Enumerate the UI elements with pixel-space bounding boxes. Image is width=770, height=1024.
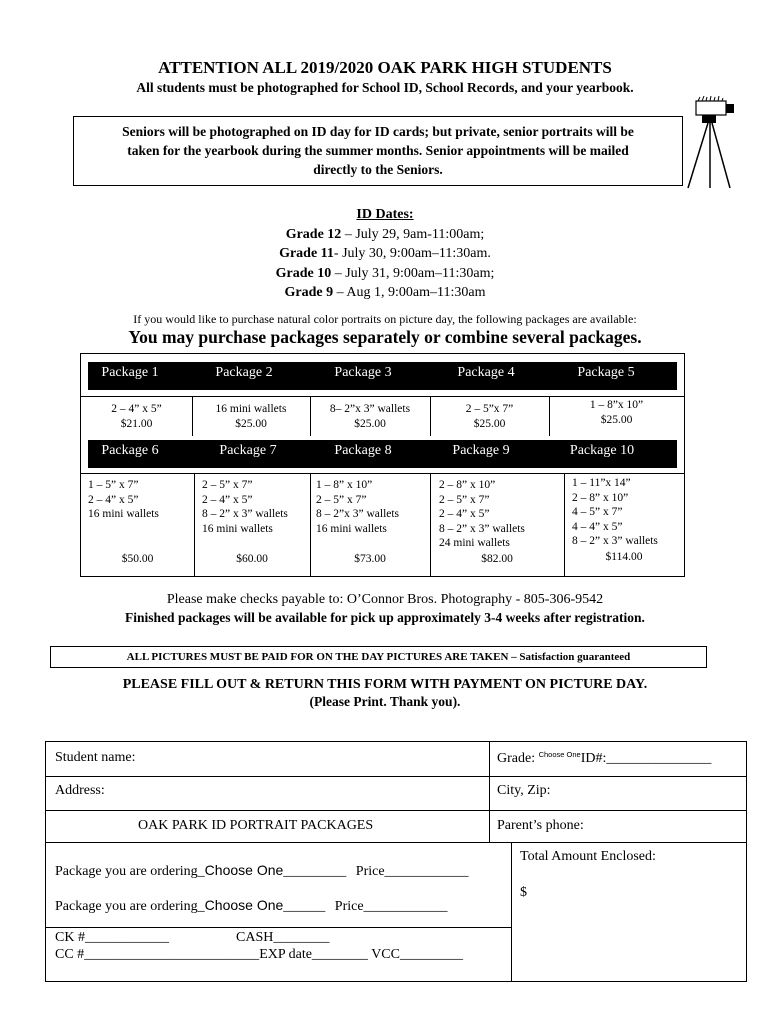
grade-12-line: Grade 12 – July 29, 9am-11:00am; xyxy=(285,226,485,242)
parent-phone-field[interactable]: Parent’s phone: xyxy=(497,818,584,833)
id-dates-section xyxy=(0,205,770,303)
package-6-header: Package 6 xyxy=(101,443,159,458)
grade-11-line: Grade 11- July 30, 9:00am–11:30am. xyxy=(279,246,491,261)
price-field-1[interactable]: Price____________ xyxy=(355,864,469,879)
cash-field[interactable]: CASH________ xyxy=(236,930,330,945)
package-6-cell: 1 – 5” x 7” 2 – 4” x 5” 16 mini wallets xyxy=(88,479,159,520)
credit-card-line xyxy=(55,947,463,963)
id-dates-heading: ID Dates: xyxy=(356,207,414,222)
package-select-1[interactable]: Choose One xyxy=(204,862,284,878)
student-name-field[interactable]: Student name: xyxy=(55,750,136,765)
paid-notice-box: ALL PICTURES MUST BE PAID FOR ON THE DAY PICTURES ARE TAKEN – Satisfaction guaranteed xyxy=(50,646,707,668)
package-2-header: Package 2 xyxy=(215,365,273,380)
checks-payable-text: Please make checks payable to: O’Connor Bros. Photography - 805-306-9542 xyxy=(166,592,604,607)
package-8-header: Package 8 xyxy=(334,443,392,458)
senior-notice-box xyxy=(73,116,683,186)
package-9-header: Package 9 xyxy=(452,443,510,458)
packages-intro-heading: You may purchase packages separately or combine several packages. xyxy=(128,327,642,347)
package-table xyxy=(80,353,685,577)
check-number-field[interactable]: CK #____________ xyxy=(55,930,169,945)
senior-notice-line-1: Seniors will be photographed on ID day for ID cards; but private, senior portraits will be xyxy=(122,124,634,139)
package-2-cell: 16 mini wallets $25.00 xyxy=(215,403,287,430)
package-4-cell: 2 – 5”x 7” $25.00 xyxy=(465,403,514,430)
package-4-header: Package 4 xyxy=(457,365,515,380)
page-subtitle: All students must be photographed for School ID, School Records, and your yearbook. xyxy=(136,80,634,95)
print-instruction: (Please Print. Thank you). xyxy=(309,694,461,709)
package-order-line-1: Package you are ordering_Choose One_________ Price____________ xyxy=(55,862,469,879)
package-7-cell: 2 – 5” x 7” 2 – 4” x 5” 8 – 2” x 3” wallets 16 mini wallets xyxy=(202,479,288,535)
city-zip-field[interactable]: City, Zip: xyxy=(497,783,551,798)
package-7-price: $60.00 xyxy=(236,553,268,565)
package-8-price: $73.00 xyxy=(354,553,386,565)
package-5-cell: 1 – 8”x 10” $25.00 xyxy=(589,399,644,426)
grade-9-line: Grade 9 – Aug 1, 9:00am–11:30am xyxy=(284,285,486,300)
package-8-cell: 1 – 8” x 10” 2 – 5” x 7” 8 – 2”x 3” wallets 16 mini wallets xyxy=(316,479,400,535)
grade-10-line: Grade 10 – July 31, 9:00am–11:30am; xyxy=(275,265,495,281)
package-5-header: Package 5 xyxy=(577,365,635,380)
package-order-line-2: Package you are ordering_Choose One______ Price____________ xyxy=(55,897,448,914)
package-10-cell: 1 – 11”x 14” 2 – 8” x 10” 4 – 5” x 7” 4 – 4” x 5” 8 – 2” x 3” wallets xyxy=(572,477,658,547)
package-10-header: Package 10 xyxy=(569,443,635,458)
camera-tripod-icon xyxy=(684,93,744,189)
package-7-header: Package 7 xyxy=(219,443,277,458)
package-1-header: Package 1 xyxy=(101,365,159,380)
total-amount-field[interactable]: $ xyxy=(520,885,527,900)
package-3-cell: 8– 2”x 3” wallets $25.00 xyxy=(329,403,411,430)
package-1-cell: 2 – 4” x 5” $21.00 xyxy=(111,403,162,430)
page-title: ATTENTION ALL 2019/2020 OAK PARK HIGH STUDENTS xyxy=(158,58,612,77)
package-3-header: Package 3 xyxy=(334,365,392,380)
fill-out-instruction: PLEASE FILL OUT & RETURN THIS FORM WITH PAYMENT ON PICTURE DAY. xyxy=(122,677,648,692)
package-6-price: $50.00 xyxy=(121,553,154,565)
order-form xyxy=(45,741,747,982)
senior-notice-line-2: taken for the yearbook during the summer months. Senior appointments will be mailed xyxy=(127,143,629,158)
address-field[interactable]: Address: xyxy=(55,783,105,798)
exp-date-field[interactable]: EXP date________ xyxy=(259,947,368,962)
vcc-field[interactable]: VCC_________ xyxy=(371,947,463,962)
total-amount-label: Total Amount Enclosed: xyxy=(520,849,656,864)
finished-packages-text: Finished packages will be available for pick up approximately 3-4 weeks after registration. xyxy=(125,610,645,625)
packages-intro-text: If you would like to purchase natural color portraits on picture day, the following packages are available: xyxy=(133,312,637,326)
package-10-price: $114.00 xyxy=(605,551,643,563)
package-9-price: $82.00 xyxy=(481,553,513,565)
package-select-2[interactable]: Choose One xyxy=(204,897,284,913)
portrait-packages-heading: OAK PARK ID PORTRAIT PACKAGES xyxy=(138,818,374,833)
credit-card-field[interactable]: CC #_________________________ xyxy=(55,947,260,962)
senior-notice-line-3: directly to the Seniors. xyxy=(313,162,443,177)
price-field-2[interactable]: Price____________ xyxy=(334,899,448,914)
grade-select[interactable]: Choose One xyxy=(538,750,581,759)
grade-id-field[interactable]: Grade: $^{Choose One}$ID#:_______________ xyxy=(497,750,712,766)
package-9-cell: 2 – 8” x 10” 2 – 5” x 7” 2 – 4” x 5” 8 – 2” x 3” wallets 24 mini wallets xyxy=(439,479,525,549)
